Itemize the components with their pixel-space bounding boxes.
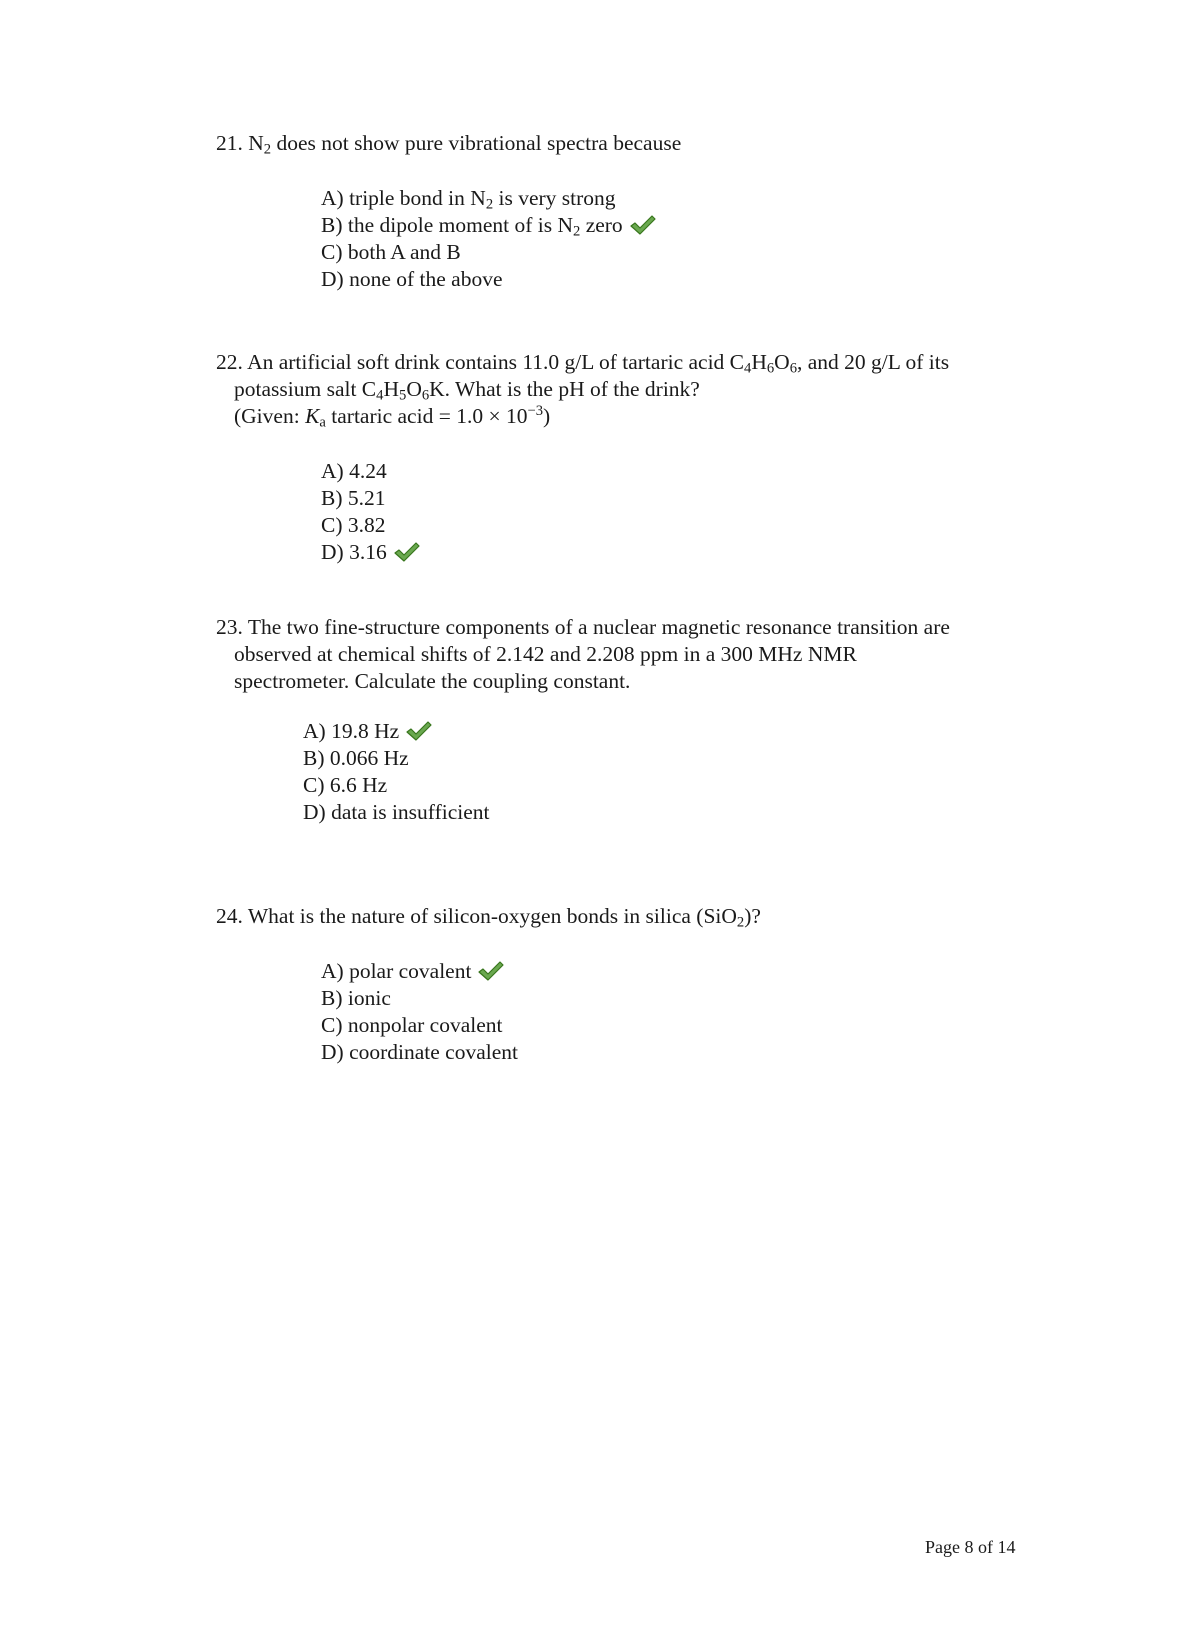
option-a[interactable]: A) triple bond in $N_2$ is very strong — [321, 186, 616, 213]
question-22-stem-line1: 22. An artificial soft drink contains 11.0 g/L of tartaric acid $C_4H_6O_6$, and 20 g/L of its — [216, 350, 950, 377]
question-21-stem: 21. $N_2$ does not show pure vibrational spectra because — [216, 131, 682, 158]
question-23 — [216, 614, 950, 695]
question-22-given: (Given: $K_a$ tartaric acid = $1.0 \times 10^{-3}$) — [234, 402, 551, 431]
question-23-stem-line2: observed at chemical shifts of 2.142 and 2.208 ppm in a 300 MHz NMR — [234, 642, 857, 666]
option-d[interactable]: D) data is insufficient — [303, 800, 490, 824]
question-23-stem-line3: spectrometer. Calculate the coupling constant. — [234, 669, 631, 693]
option-a[interactable]: A) 19.8 Hz — [303, 718, 490, 745]
question-21-options — [321, 185, 657, 293]
option-c[interactable]: C) both A and B — [321, 240, 461, 264]
question-23-options — [303, 718, 490, 826]
question-21 — [216, 130, 681, 157]
page-number: Page 8 of 14 — [925, 1537, 1016, 1557]
option-d[interactable]: D) 3.16 — [321, 539, 421, 566]
option-b[interactable]: B) 0.066 Hz — [303, 746, 409, 770]
question-24 — [216, 903, 761, 930]
question-23-stem-line1: 23. The two fine-structure components of a nuclear magnetic resonance transition are — [216, 615, 950, 639]
question-22 — [216, 349, 949, 430]
question-24-options — [321, 958, 518, 1066]
option-d[interactable]: D) none of the above — [321, 267, 503, 291]
checkmark-icon — [477, 960, 505, 989]
option-b[interactable]: B) 5.21 — [321, 486, 386, 510]
option-d[interactable]: D) coordinate covalent — [321, 1040, 518, 1064]
option-b[interactable]: B) the dipole moment of is $N_2$ zero — [321, 212, 657, 239]
option-b[interactable]: B) ionic — [321, 986, 391, 1010]
question-24-stem: 24. What is the nature of silicon-oxygen bonds in silica (SiO$_2$)? — [216, 904, 761, 931]
question-22-options — [321, 458, 421, 566]
checkmark-icon — [629, 214, 657, 243]
option-c[interactable]: C) 6.6 Hz — [303, 773, 388, 797]
checkmark-icon — [405, 720, 433, 749]
option-a[interactable]: A) 4.24 — [321, 459, 387, 483]
option-a[interactable]: A) polar covalent — [321, 958, 518, 985]
option-c[interactable]: C) 3.82 — [321, 513, 386, 537]
option-c[interactable]: C) nonpolar covalent — [321, 1013, 503, 1037]
question-22-stem-line2: potassium salt $C_4H_5O_6K$. What is the pH of the drink? — [234, 377, 700, 404]
checkmark-icon — [393, 541, 421, 570]
